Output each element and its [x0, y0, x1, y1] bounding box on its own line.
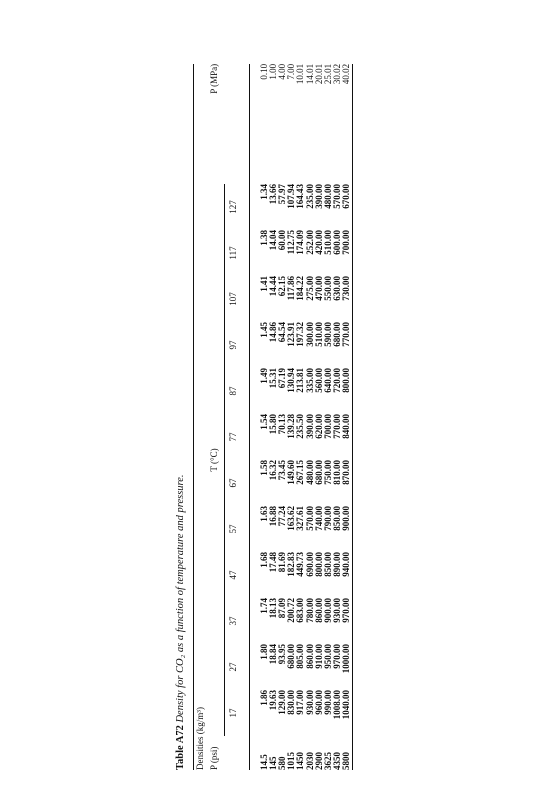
density-cell: 1.68	[258, 552, 269, 568]
pressure-psi-cell: 1450	[295, 752, 306, 770]
pressure-mpa-cell: 0.10	[258, 63, 269, 80]
density-cell: 800.00	[313, 552, 324, 577]
density-cell: 930.00	[304, 690, 315, 715]
density-cell: 850.00	[332, 506, 343, 531]
density-cell: 252.00	[304, 230, 315, 255]
density-cell: 780.00	[304, 598, 315, 623]
density-cell: 1.63	[258, 506, 269, 522]
pressure-psi-cell: 145	[267, 756, 278, 770]
density-cell: 1.54	[258, 414, 269, 430]
density-cell: 112.75	[286, 230, 297, 255]
density-cell: 213.81	[295, 368, 306, 393]
pressure-mpa-cell: 40.02	[342, 64, 352, 184]
density-cell: 790.00	[323, 506, 334, 531]
density-cell: 62.15	[277, 276, 288, 297]
density-cell: 480.00	[304, 460, 315, 485]
density-cell: 900.00	[342, 506, 352, 552]
density-cell: 15.31	[267, 368, 278, 389]
temperature-header: 87	[225, 368, 249, 414]
table-caption	[175, 474, 186, 770]
temperature-header: 127	[225, 184, 249, 230]
density-cell: 57.97	[277, 184, 288, 205]
pressure-psi-cell: 1015	[286, 752, 297, 770]
density-cell: 600.00	[332, 230, 343, 255]
pressure-mpa-cell: 1.00	[267, 63, 278, 80]
density-cell: 17.48	[267, 552, 278, 573]
density-cell: 123.91	[286, 322, 297, 347]
density-cell: 740.00	[313, 506, 324, 531]
density-cell: 805.00	[295, 644, 306, 669]
density-cell: 990.00	[323, 690, 334, 715]
density-cell: 107.94	[286, 184, 297, 209]
table-body	[194, 64, 353, 770]
density-cell: 420.00	[313, 230, 324, 255]
density-cell: 14.86	[267, 322, 278, 343]
density-cell: 1.34	[258, 184, 269, 200]
density-cell: 13.66	[267, 184, 278, 205]
density-cell: 73.45	[277, 460, 288, 481]
density-cell: 163.62	[286, 506, 297, 531]
density-cell: 335.00	[304, 368, 315, 393]
table-row	[342, 64, 352, 770]
density-cell: 67.19	[277, 368, 288, 389]
density-cell: 390.00	[304, 414, 315, 439]
density-cell: 570.00	[332, 184, 343, 209]
density-cell: 620.00	[313, 414, 324, 439]
table-caption-label: Table A72	[175, 725, 186, 770]
density-cell: 16.88	[267, 506, 278, 527]
density-cell: 630.00	[332, 276, 343, 301]
density-cell: 770.00	[332, 414, 343, 439]
density-cell: 87.09	[277, 598, 288, 619]
temperature-header: 107	[225, 276, 249, 322]
density-cell: 750.00	[323, 460, 334, 485]
density-cell: 117.86	[286, 276, 297, 301]
density-cell: 1.45	[258, 322, 269, 338]
density-cell: 164.43	[295, 184, 306, 209]
density-cell: 680.00	[313, 460, 324, 485]
density-cell: 200.72	[286, 598, 297, 623]
density-cell: 1008.00	[332, 690, 343, 720]
t-label: T (°C)	[208, 184, 225, 736]
density-cell: 129.00	[277, 690, 288, 715]
density-cell: 860.00	[313, 598, 324, 623]
density-cell: 640.00	[323, 368, 334, 393]
density-cell: 81.69	[277, 552, 288, 573]
density-cell: 850.00	[323, 552, 334, 577]
density-cell: 840.00	[342, 414, 352, 460]
density-cell: 900.00	[323, 598, 334, 623]
density-cell: 70.13	[277, 414, 288, 435]
density-cell: 1.41	[258, 276, 269, 292]
density-cell: 327.61	[295, 506, 306, 531]
pressure-mpa-cell: 10.01	[295, 63, 306, 85]
density-cell: 93.95	[277, 644, 288, 665]
temp-blank	[225, 736, 249, 770]
density-cell: 510.00	[313, 322, 324, 347]
pressure-mpa-cell: 7.00	[286, 63, 297, 80]
density-cell: 700.00	[342, 230, 352, 276]
pressure-psi-cell: 5800	[342, 736, 352, 770]
temp-blank-end	[225, 64, 249, 184]
header-row-temperatures	[225, 64, 249, 770]
density-cell: 770.00	[342, 322, 352, 368]
density-cell: 15.80	[267, 414, 278, 435]
temperature-header: 17	[225, 690, 249, 736]
temperature-header: 27	[225, 644, 249, 690]
temperature-header: 37	[225, 598, 249, 644]
density-cell: 810.00	[332, 460, 343, 485]
density-cell: 550.00	[323, 276, 334, 301]
density-table	[193, 64, 353, 770]
table-caption-text: Density for CO₂ as a function of temperature and pressure.	[175, 474, 186, 723]
density-cell: 1.86	[258, 690, 269, 706]
density-cell: 670.00	[342, 184, 352, 230]
temperature-header: 57	[225, 506, 249, 552]
temperature-header: 77	[225, 414, 249, 460]
density-cell: 470.00	[313, 276, 324, 301]
table-row	[249, 64, 269, 770]
temperature-header: 67	[225, 460, 249, 506]
pressure-mpa-cell: 25.01	[323, 63, 334, 85]
density-cell: 149.60	[286, 460, 297, 485]
density-cell: 18.13	[267, 598, 278, 619]
density-cell: 1.80	[258, 644, 269, 660]
density-cell: 680.00	[286, 644, 297, 669]
density-cell: 139.28	[286, 414, 297, 439]
density-cell: 950.00	[323, 644, 334, 669]
density-cell: 14.04	[267, 230, 278, 251]
density-cell: 700.00	[323, 414, 334, 439]
density-cell: 19.63	[267, 690, 278, 711]
density-cell: 830.00	[286, 690, 297, 715]
header-row-axes	[208, 64, 225, 770]
density-cell: 960.00	[313, 690, 324, 715]
p-mpa-label: P (MPa)	[209, 63, 220, 94]
density-cell: 390.00	[313, 184, 324, 209]
temperature-header: 97	[225, 322, 249, 368]
density-cell: 14.44	[267, 276, 278, 297]
density-cell: 1000.00	[342, 644, 352, 690]
density-cell: 683.00	[295, 598, 306, 623]
density-cell: 1.74	[258, 598, 269, 614]
density-cell: 690.00	[304, 552, 315, 577]
density-cell: 560.00	[313, 368, 324, 393]
density-cell: 16.32	[267, 460, 278, 481]
density-cell: 730.00	[342, 276, 352, 322]
density-cell: 870.00	[342, 460, 352, 506]
density-cell: 1.38	[258, 230, 269, 246]
density-cell: 930.00	[332, 598, 343, 623]
density-cell: 182.83	[286, 552, 297, 577]
p-psi-label: P (psi)	[209, 746, 220, 770]
density-cell: 910.00	[313, 644, 324, 669]
density-cell: 197.32	[295, 322, 306, 347]
density-cell: 1040.00	[342, 690, 352, 736]
density-cell: 890.00	[332, 552, 343, 577]
density-cell: 235.50	[295, 414, 306, 439]
density-cell: 300.00	[304, 322, 315, 347]
density-cell: 800.00	[342, 368, 352, 414]
density-cell: 130.94	[286, 368, 297, 393]
density-cell: 235.00	[304, 184, 315, 209]
density-cell: 590.00	[323, 322, 334, 347]
pressure-psi-cell: 14.5	[258, 754, 269, 770]
density-cell: 60.00	[277, 230, 288, 251]
group-label: Densities (kg/m³)	[194, 64, 209, 770]
density-cell: 77.24	[277, 506, 288, 527]
pressure-psi-cell: 3625	[323, 752, 334, 770]
density-cell: 184.22	[295, 276, 306, 301]
density-cell: 970.00	[342, 598, 352, 644]
pressure-psi-cell: 2030	[304, 752, 315, 770]
density-cell: 449.73	[295, 552, 306, 577]
density-cell: 570.00	[304, 506, 315, 531]
pressure-mpa-cell: 30.02	[332, 63, 343, 85]
density-cell: 480.00	[323, 184, 334, 209]
density-cell: 860.00	[304, 644, 315, 669]
density-cell: 1.49	[258, 368, 269, 384]
density-cell: 18.84	[267, 644, 278, 665]
pressure-mpa-cell: 14.01	[304, 63, 315, 85]
density-cell: 64.54	[277, 322, 288, 343]
density-cell: 970.00	[332, 644, 343, 669]
temperature-header: 117	[225, 230, 249, 276]
density-cell: 940.00	[342, 552, 352, 598]
header-row-group	[194, 64, 209, 770]
pressure-psi-cell: 2900	[313, 752, 324, 770]
density-cell: 275.00	[304, 276, 315, 301]
pressure-psi-cell: 4350	[332, 752, 343, 770]
density-cell: 174.09	[295, 230, 306, 255]
density-cell: 917.00	[295, 690, 306, 715]
pressure-mpa-cell: 4.00	[277, 63, 288, 80]
density-cell: 1.58	[258, 460, 269, 476]
density-cell: 267.15	[295, 460, 306, 485]
density-cell: 680.00	[332, 322, 343, 347]
pressure-mpa-cell: 20.01	[313, 63, 324, 85]
density-cell: 510.00	[323, 230, 334, 255]
temperature-header: 47	[225, 552, 249, 598]
density-cell: 720.00	[332, 368, 343, 393]
pressure-psi-cell: 580	[277, 756, 288, 770]
